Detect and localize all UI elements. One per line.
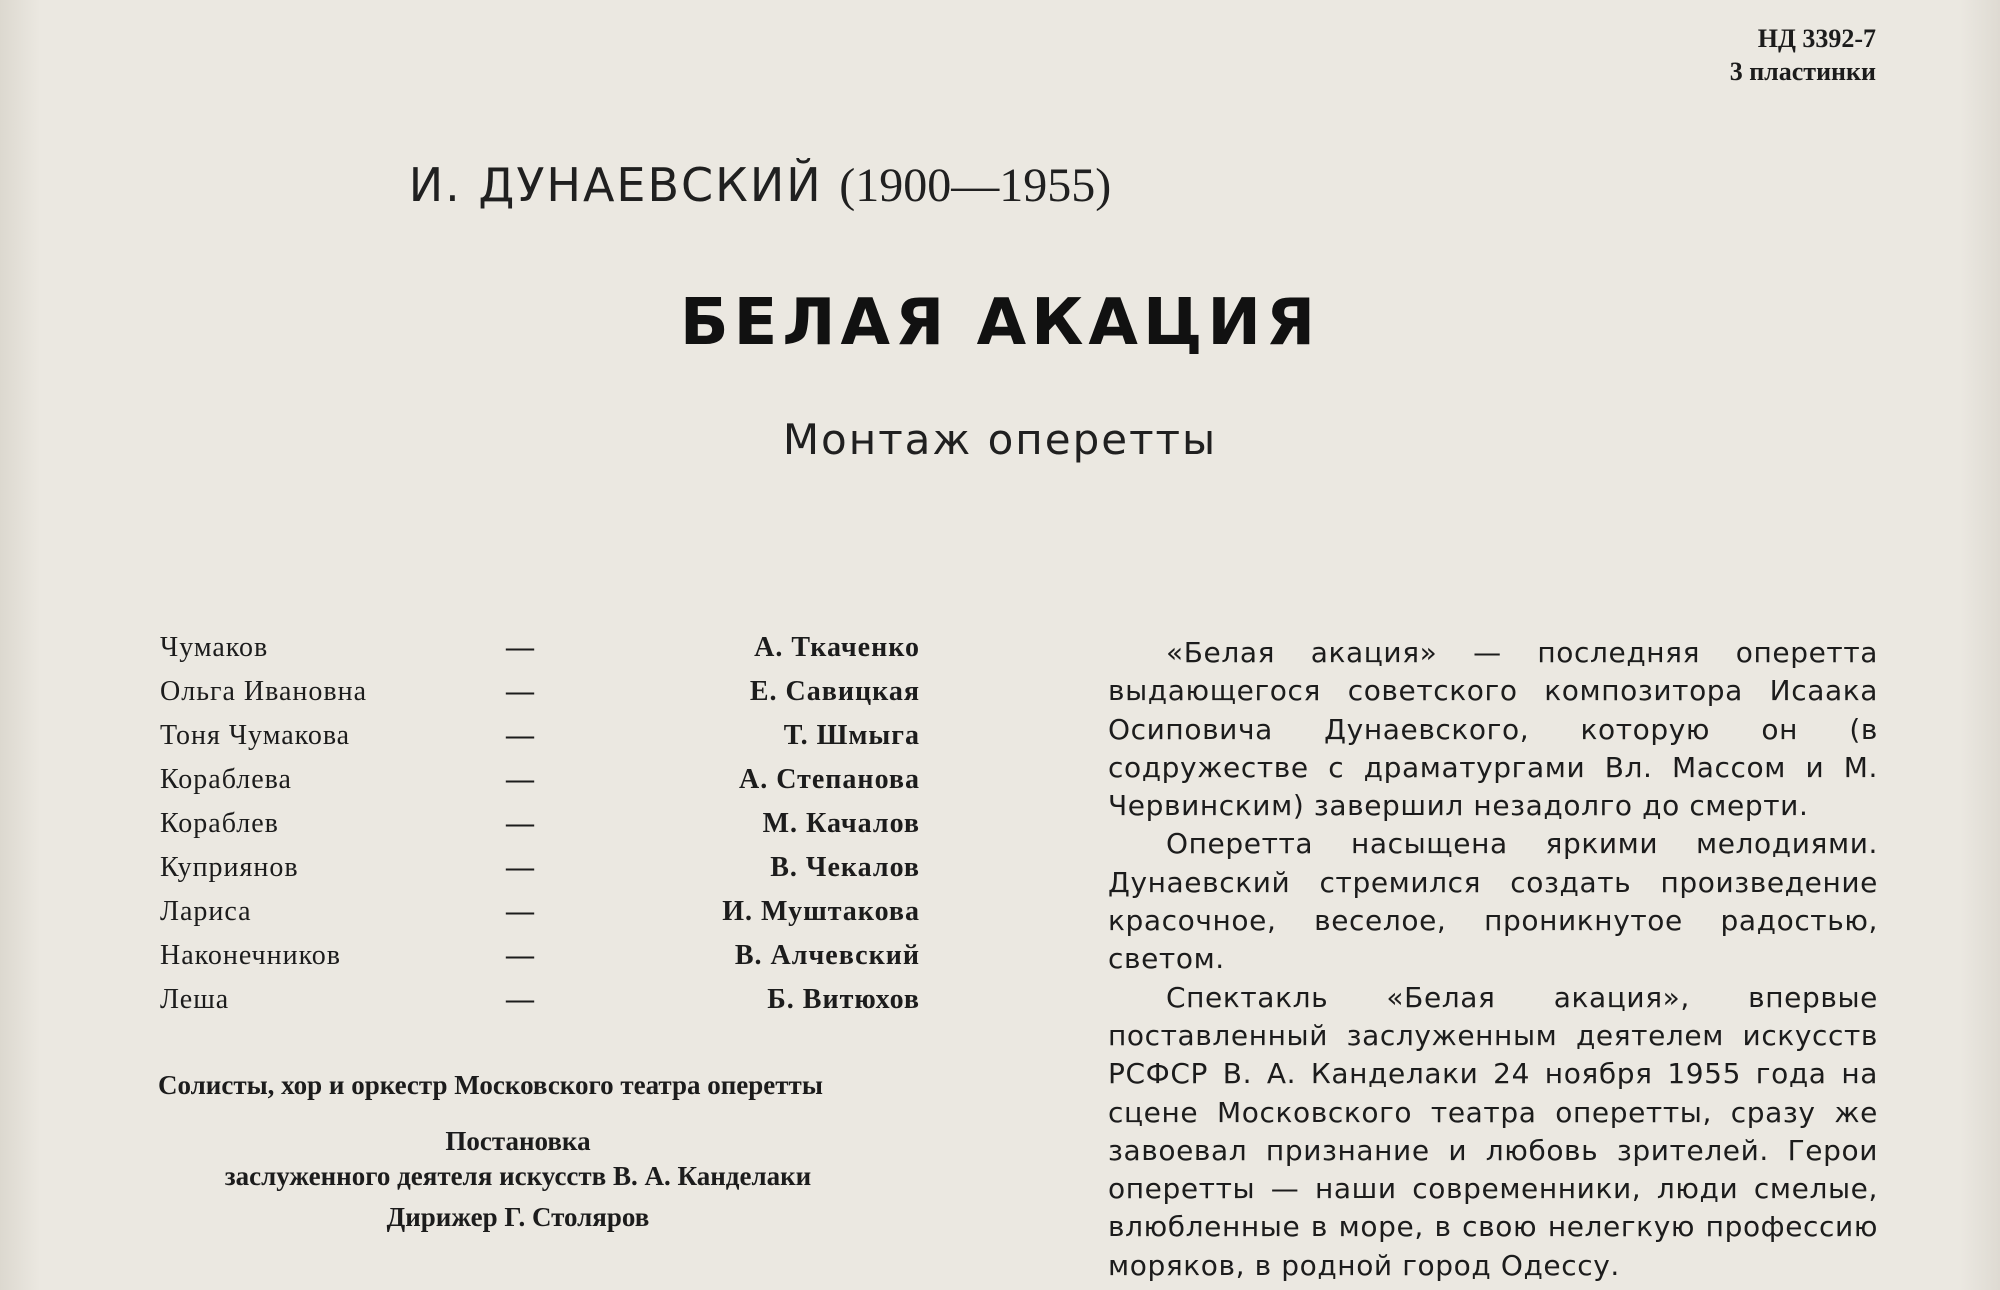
cast-role: Чумаков <box>160 632 269 663</box>
composer-name: И. ДУНАЕВСКИЙ <box>408 158 823 212</box>
article-paragraph: Оперетта насыщена яркими мелодиями. Дунаевский стремился создать произведение красочное, веселое, проникнутое радостью, светом. <box>1108 827 1878 976</box>
composer-line <box>0 158 1520 213</box>
cast-row <box>160 984 920 1028</box>
cast-actor: Б. Витюхов <box>767 984 920 1015</box>
catalog-number: НД 3392-7 <box>1757 24 1876 53</box>
cast-dash: — <box>506 896 534 927</box>
cast-role: Леша <box>160 984 230 1015</box>
disc-count: 3 пластинки <box>1729 57 1876 86</box>
cast-list <box>160 632 920 1028</box>
cast-dash: — <box>506 720 534 751</box>
cast-row <box>160 896 920 940</box>
cast-row <box>160 940 920 984</box>
composer-years: (1900—1955) <box>839 159 1112 212</box>
catalog-info <box>1730 22 1876 88</box>
cast-actor: А. Ткаченко <box>754 632 920 663</box>
cast-dash: — <box>506 984 534 1015</box>
cast-role: Куприянов <box>160 852 299 883</box>
cast-role: Наконечников <box>160 940 341 971</box>
staging-label: Постановка <box>445 1126 591 1156</box>
cast-row <box>160 720 920 764</box>
cast-dash: — <box>506 940 534 971</box>
ensemble-credit: Солисты, хор и оркестр Московского театра оперетты <box>158 1070 823 1100</box>
cast-row <box>160 764 920 808</box>
staging-director: заслуженного деятеля искусств В. А. Канделаки <box>224 1161 812 1191</box>
cast-row <box>160 632 920 676</box>
page-title: БЕЛАЯ АКАЦИЯ <box>679 286 1321 360</box>
cast-dash: — <box>506 764 534 795</box>
cast-actor: И. Муштакова <box>722 896 920 927</box>
cast-actor: Е. Савицкая <box>749 676 920 707</box>
cast-row <box>160 676 920 720</box>
cast-dash: — <box>506 676 534 707</box>
cast-role: Тоня Чумакова <box>160 720 351 751</box>
cast-actor: А. Степанова <box>739 764 920 795</box>
cast-row <box>160 852 920 896</box>
cast-actor: В. Чекалов <box>770 852 920 883</box>
cast-actor: Т. Шмыга <box>783 720 920 751</box>
cast-dash: — <box>506 632 534 663</box>
page-subtitle: Монтаж оперетты <box>782 415 1218 464</box>
cast-dash: — <box>506 808 534 839</box>
cast-dash: — <box>506 852 534 883</box>
cast-actor: В. Алчевский <box>734 940 920 971</box>
cast-role: Ольга Ивановна <box>160 676 367 707</box>
staging-credit <box>158 1124 878 1194</box>
cast-actor: М. Качалов <box>762 808 920 839</box>
cast-row <box>160 808 920 852</box>
description-article <box>1108 634 1878 1285</box>
article-paragraph: «Белая акация» — последняя оперетта выдающегося советского композитора Исаака Осиповича Дунаевского, которую он (в содружестве с драматургами Вл. Массом и М. Червинским) завершил незадолго до смерти. <box>1108 636 1878 823</box>
cast-role: Кораблев <box>160 808 279 839</box>
cast-role: Лариса <box>160 896 252 927</box>
conductor-credit: Дирижер Г. Столяров <box>386 1202 650 1232</box>
article-paragraph: Спектакль «Белая акация», впервые поставленный заслуженным деятелем искусств РСФСР В. А. Канделаки 24 ноября 1955 года на сцене Московского театра оперетты, сразу же завоевал признание и любовь зрителей. Герои оперетты — наши современники, люди смелые, влюбленные в море, в свою нелегкую профессию моряков, в родной город Одессу. <box>1108 980 1878 1282</box>
cast-role: Кораблева <box>160 764 292 795</box>
